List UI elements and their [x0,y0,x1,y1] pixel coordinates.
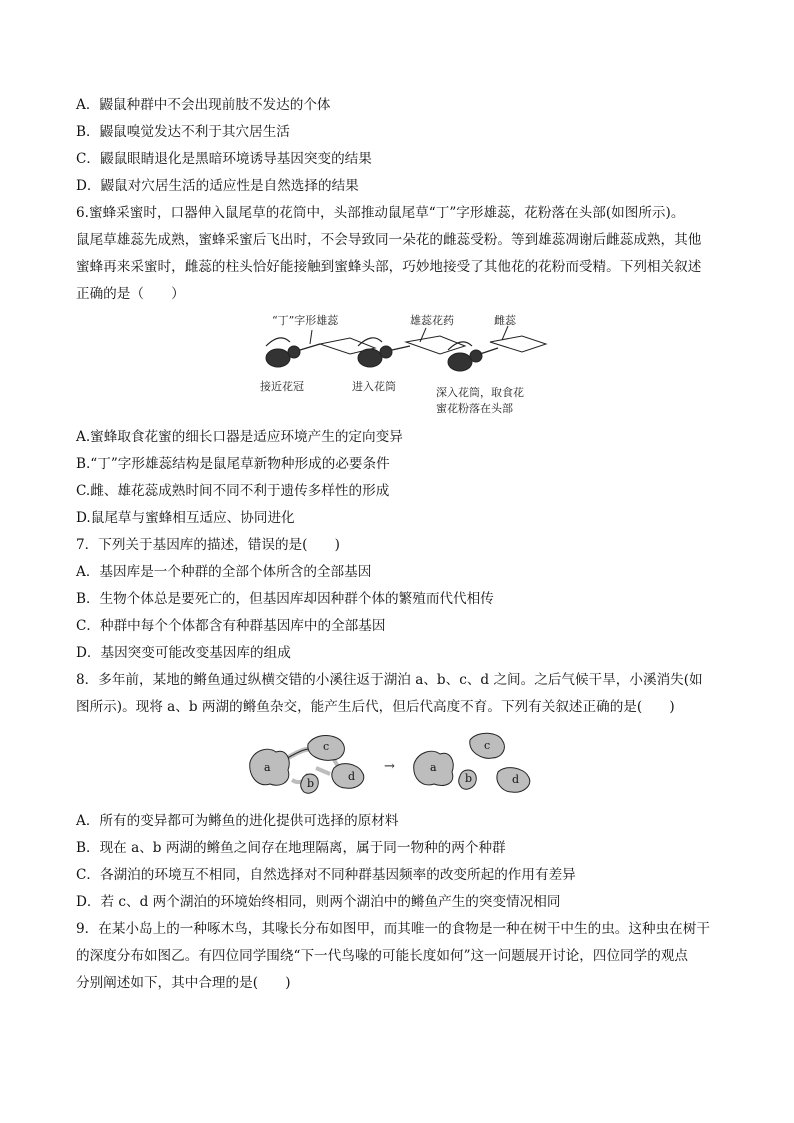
q8-option-a: A．所有的变异都可为鳉鱼的进化提供可选择的原材料 [76,813,399,829]
q6-option-c: C.雌、雄花蕊成熟时间不同不利于遗传多样性的形成 [76,483,390,499]
arrow-text: → [384,759,395,774]
q7-stem: 7．下列关于基因库的描述，错误的是( ) [76,537,340,553]
q9-stem-line-2: 的深度分布如图乙。有四位同学围绕“下一代鸟喙的可能长度如何”这一问题展开讨论，四位同学的观点 [76,948,689,964]
figure-caption-deep-2: 蜜花粉落在头部 [436,402,513,415]
figure-label-anther: 雄蕊花药 [410,314,454,327]
figure-label-pistil: 雌蕊 [494,314,516,327]
lake-label-c-after: c [484,739,491,752]
bee-sage-figure [250,312,550,420]
q6-option-b: B.“丁”字形雄蕊结构是鼠尾草新物种形成的必要条件 [76,456,390,472]
lakes-figure [246,730,552,804]
q7-option-c: C．种群中每个个体都含有种群基因库中的全部基因 [76,618,386,634]
lake-label-c-before: c [323,740,330,753]
q7-option-b: B．生物个体总是要死亡的，但基因库却因种群个体的繁殖而代代相传 [76,591,494,607]
q6-stem-line-3: 蜜蜂再来采蜜时，雌蕊的柱头恰好能接触到蜜蜂头部，巧妙地接受了其他花的花粉而受精。下列相关叙述 [76,259,702,275]
q9-stem-line-3: 分别阐述如下，其中合理的是( ) [76,975,291,991]
bee-3-icon [448,326,546,371]
figure-caption-enter: 进入花筒 [352,380,396,393]
q6-option-a: A.蜜蜂取食花蜜的细长口器是适应环境产生的定向变异 [76,429,403,445]
q5-option-a: A．鼹鼠种群中不会出现前肢不发达的个体 [76,97,331,113]
figure-caption-deep-1: 深入花筒，取食花 [436,386,524,399]
q8-option-b: B．现在 a、b 两湖的鳉鱼之间存在地理隔离，属于同一物种的两个种群 [76,840,506,856]
q7-option-d: D．基因突变可能改变基因库的组成 [76,645,291,661]
lake-label-d-after: d [512,773,520,786]
q8-stem-line-1: 8．多年前，某地的鳉鱼通过纵横交错的小溪往返于湖泊 a、b、c、d 之间。之后气候干旱，小溪消失(如 [76,672,703,688]
q6-stem-line-4: 正确的是（ ） [76,286,185,302]
q6-stem-line-2: 鼠尾草雄蕊先成熟，蜜蜂采蜜后飞出时，不会导致同一朵花的雌蕊受粉。等到雄蕊凋谢后雌蕊成熟，其他 [76,232,702,248]
figure-label-ding-stamen: “丁”字形雄蕊 [272,314,339,327]
q5-option-c: C．鼹鼠眼睛退化是黑暗环境诱导基因突变的结果 [76,151,372,167]
q8-stem-line-2: 图所示)。现将 a、b 两湖的鳉鱼杂交，能产生后代，但后代高度不育。下列有关叙述正确的是( ) [76,699,675,715]
lake-label-b-after: b [465,772,473,785]
lake-label-b-before: b [307,777,315,790]
q8-option-d: D．若 c、d 两个湖泊的环境始终相同，则两个湖泊中的鳉鱼产生的突变情况相同 [76,894,561,910]
q7-option-a: A．基因库是一个种群的全部个体所含的全部基因 [76,564,372,580]
q5-option-b: B．鼹鼠嗅觉发达不利于其穴居生活 [76,124,290,140]
figure-caption-approach: 接近花冠 [260,380,304,393]
lakes-map [246,730,552,804]
q6-option-d: D.鼠尾草与蜜蜂相互适应、协同进化 [76,510,295,526]
lake-label-d-before: d [348,770,356,783]
q9-stem-line-1: 9．在某小岛上的一种啄木鸟，其喙长分布如图甲，而其唯一的食物是一种在树干中生的虫。这种虫在树干 [76,921,710,937]
q5-option-d: D．鼹鼠对穴居生活的适应性是自然选择的结果 [76,178,359,194]
lake-label-a-after: a [430,761,437,774]
q6-stem-line-1: 6.蜜蜂采蜜时，口器伸入鼠尾草的花筒中，头部推动鼠尾草“丁”字形雄蕊，花粉落在头部(如图所示)。 [76,205,685,221]
lake-label-a-before: a [264,761,271,774]
q8-option-c: C．各湖泊的环境互不相同，自然选择对不同种群基因频率的改变所起的作用有差异 [76,867,576,883]
bee-drawings [250,324,550,380]
